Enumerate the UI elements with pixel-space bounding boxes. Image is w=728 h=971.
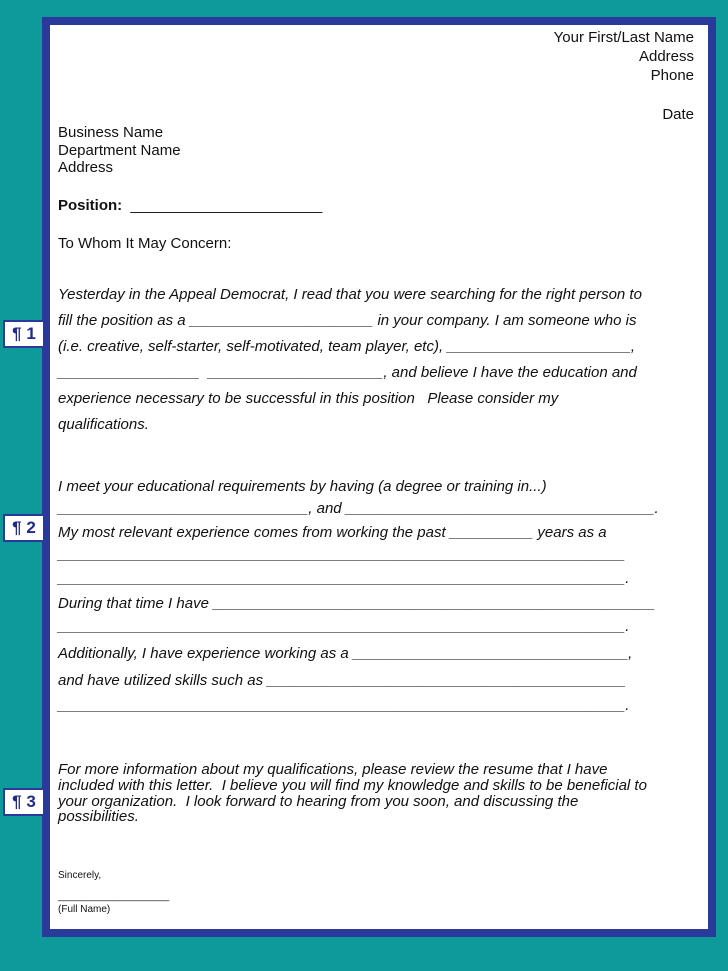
paragraph-1-marker: ¶ 1 <box>3 320 45 348</box>
position-label: Position: <box>58 197 123 214</box>
sender-name: Your First/Last Name <box>553 29 694 46</box>
signature-line: ____________________ <box>58 891 170 902</box>
recipient-department: Department Name <box>58 142 181 159</box>
paragraph2-line: I meet your educational requirements by having (a degree or training in...) <box>58 478 547 495</box>
recipient-business: Business Name <box>58 124 164 141</box>
paragraph1-line: Yesterday in the Appeal Democrat, I read that you were searching for the right person to <box>58 286 642 303</box>
paragraph2-line: During that time I have _____________________________________________________ <box>58 595 656 612</box>
paragraph2-line: ____________________________________________________________________. <box>58 697 630 714</box>
paragraph1-line: (i.e. creative, self-starter, self-motivated, team player, etc), ______________________, <box>58 338 636 355</box>
paragraph2-line: ____________________________________________________________________ <box>58 546 626 563</box>
sender-address: Address <box>638 48 694 65</box>
paragraph3-line: included with this letter. I believe you will find my knowledge and skills to be beneficial to <box>58 777 647 794</box>
paragraph3-line: your organization. I look forward to hearing from you soon, and discussing the <box>58 793 579 810</box>
paragraph2-line: ______________________________, and _____________________________________. <box>58 500 659 517</box>
paragraph3-line: possibilities. <box>58 808 139 825</box>
letter-date: Date <box>662 106 694 123</box>
position-line <box>58 197 322 214</box>
position-blank: _______________________ <box>130 197 323 214</box>
paragraph2-line: ____________________________________________________________________. <box>58 618 630 635</box>
paragraph1-line: _________________ _____________________, and believe I have the education and <box>58 364 637 381</box>
letter-frame <box>42 17 716 937</box>
paragraph2-line: and have utilized skills such as ___________________________________________ <box>58 672 626 689</box>
full-name: (Full Name) <box>58 904 111 915</box>
paragraph-3-marker: ¶ 3 <box>3 788 45 816</box>
recipient-address: Address <box>58 159 114 176</box>
letter-sheet <box>50 25 708 929</box>
paragraph2-line: Additionally, I have experience working as a _________________________________, <box>58 645 633 662</box>
closing: Sincerely, <box>58 870 102 881</box>
sender-phone: Phone <box>650 67 694 84</box>
paragraph-2-marker: ¶ 2 <box>3 514 45 542</box>
paragraph2-line: My most relevant experience comes from working the past __________ years as a <box>58 524 607 541</box>
salutation: To Whom It May Concern: <box>58 235 232 252</box>
paragraph2-line: ____________________________________________________________________. <box>58 570 630 587</box>
paragraph1-line: experience necessary to be successful in this position Please consider my <box>58 390 559 407</box>
paragraph3-line: For more information about my qualifications, please review the resume that I have <box>58 761 608 778</box>
paragraph1-line: qualifications. <box>58 416 149 433</box>
paragraph1-line: fill the position as a ______________________ in your company. I am someone who is <box>58 312 637 329</box>
